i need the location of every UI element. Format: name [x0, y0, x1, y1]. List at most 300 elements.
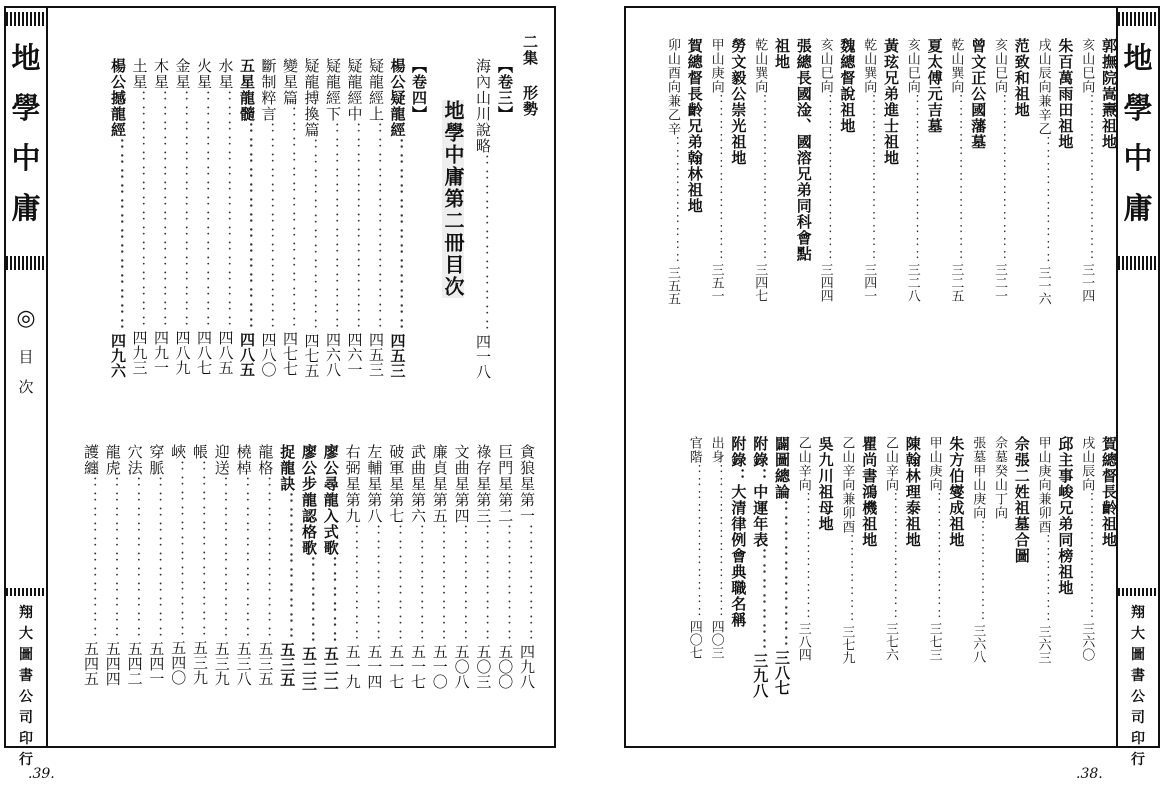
leader-dots: ：：：：：：：： — [452, 524, 471, 644]
book-title-char-4: 庸 — [1123, 191, 1153, 225]
publisher-char: 公 — [19, 689, 33, 705]
leader-dots: ：：：：：：：：：：： — [103, 476, 122, 641]
toc-entry-title: 右弼星第九 — [343, 444, 362, 524]
toc-entry-title: 乾山巽向 — [948, 38, 964, 94]
toc-page-number: 三四四 — [817, 263, 833, 302]
barcode-decoration — [6, 12, 46, 26]
leader-dots: ：：：：：：：： — [387, 524, 406, 644]
toc-entry — [904, 436, 921, 738]
toc-entry-title: 穿脈 — [147, 444, 166, 476]
toc-entry — [947, 38, 964, 388]
leader-dots: ：：：：：：：：：：：：：：：： — [195, 90, 213, 330]
toc-entry — [300, 444, 317, 738]
leader-dots: ：：：：：：：：：：： — [147, 476, 166, 641]
leader-dots: ：：：：：：：：：：： — [256, 476, 275, 641]
toc-entry — [817, 38, 834, 388]
toc-entry-title: 勞文毅公崇光祖地 — [729, 38, 748, 166]
toc-entry — [882, 38, 899, 388]
toc-entry-title: 廖公尋龍入式歌 — [321, 444, 340, 556]
toc-entry-title: 疑龍經中 — [345, 58, 364, 122]
leader-dots: ：：：：：：：： — [430, 524, 449, 644]
book-title-char-4: 庸 — [11, 191, 41, 225]
toc-page-number: 五一七 — [387, 644, 406, 689]
toc-page-number: 四八五 — [238, 332, 256, 377]
toc-entry — [860, 38, 877, 388]
barcode-decoration — [1118, 588, 1158, 596]
toc-entry — [147, 444, 164, 738]
toc-entry — [169, 444, 186, 738]
barcode-decoration — [6, 588, 46, 596]
leader-dots: ：：：：：：：：：：：：： — [817, 94, 833, 263]
toc-page-number: 四〇三 — [708, 620, 724, 659]
leader-dots: ：：：：：：：：：：：：：：：： — [216, 90, 235, 330]
leader-dots: ：：：：：：：：：：：： — [708, 464, 724, 620]
toc-entry-title: 亥山巳向 — [904, 38, 920, 94]
leader-dots: ：：：：：：： — [839, 534, 855, 625]
toc-entry-title: 五星龍髓 — [238, 58, 256, 122]
publisher-char: 公 — [1131, 689, 1145, 705]
toc-entry-title: 破軍星第七 — [387, 444, 406, 524]
toc-page-number: 四九六 — [109, 333, 127, 378]
leader-dots: ：：：：：： — [321, 556, 340, 646]
toc-entry-title: 疑龍搏換篇 — [302, 58, 321, 138]
barcode-decoration — [1118, 12, 1158, 26]
toc-entry — [235, 444, 252, 738]
toc-page-number: 五四五 — [82, 641, 100, 686]
toc-entry-title: 金星 — [173, 58, 192, 90]
toc-page-number: 三七三 — [926, 622, 942, 661]
toc-entry — [1100, 436, 1117, 738]
toc-entry-title: 穴法 — [125, 444, 144, 476]
toc-entry-title: 陳翰林理泰祖地 — [903, 436, 922, 548]
toc-entry — [926, 38, 943, 388]
leader-dots: ：：：：：：：： — [409, 524, 427, 644]
toc-entry-title: 木星 — [152, 58, 170, 90]
leader-dots: ：：：：：：：：：： — [795, 492, 811, 622]
leader-dots: ：：：：：：：：：： — [665, 136, 680, 266]
toc-entry-title: 橈棹 — [234, 444, 253, 476]
toc-entry — [708, 38, 725, 388]
toc-entry — [882, 436, 899, 738]
toc-entry — [260, 58, 277, 377]
toc-page-number: 五三五 — [256, 641, 275, 686]
right-page — [624, 6, 1160, 768]
toc-entry-title: 卯山酉向兼乙辛 — [665, 38, 680, 136]
toc-entry — [256, 444, 273, 738]
toc-page-number: 三六〇 — [1079, 622, 1095, 661]
leader-dots: ：：：：：：：：：：： — [125, 476, 144, 641]
toc-entry — [751, 436, 768, 738]
toc-entry — [474, 444, 491, 738]
leader-dots: ：：：：：：：： — [970, 520, 986, 624]
barcode-decoration — [1118, 256, 1158, 270]
toc-entry — [1078, 436, 1095, 738]
leader-dots: ：：：：：：：：：：：：： — [861, 94, 877, 263]
publisher-char: 圖 — [1131, 647, 1145, 663]
toc-entry-title: 水星 — [216, 58, 235, 90]
toc-page-number: 三六八 — [970, 624, 986, 663]
toc-entry — [773, 38, 790, 388]
toc-entry — [303, 58, 320, 378]
toc-entry-title: 【卷三】 — [496, 58, 514, 122]
toc-entry-title: 出身 — [708, 436, 724, 464]
toc-entry-title: 乾山巽向 — [861, 38, 877, 94]
toc-entry — [969, 436, 986, 738]
toc-entry — [195, 58, 212, 375]
leader-dots: ：：：：：：：：：：： — [212, 476, 231, 641]
toc-entry — [817, 436, 834, 738]
toc-entry — [238, 58, 255, 377]
leader-dots: ：：：：：：：：：：：：： — [302, 138, 321, 333]
toc-entry-title: 夏太傅元吉墓 — [925, 38, 944, 134]
toc-entry — [496, 444, 513, 738]
leader-dots: ：：：：：：：：：：：：： — [388, 138, 407, 333]
toc-entry — [474, 58, 491, 379]
toc-page-number: 五四四 — [103, 641, 122, 686]
toc-entry — [213, 444, 230, 738]
leader-dots: ：：：：：：：： — [474, 524, 493, 644]
side-label-char-2: 次 — [18, 378, 34, 396]
leader-dots: ：：：：：：：：：：：：： — [1079, 94, 1095, 263]
leader-dots: ：：：：：：：： — [343, 524, 362, 644]
toc-entry-title: 賀總督長齡兄弟翰林祖地 — [685, 38, 704, 214]
toc-entry — [1100, 38, 1117, 388]
toc-entry — [838, 436, 855, 738]
toc-entry-title: 【卷四】 — [410, 58, 428, 122]
toc-entry — [126, 444, 143, 738]
toc-entry-title: 郭撫院嵩燾祖地 — [1100, 38, 1118, 150]
publisher-char: 翔 — [1131, 605, 1145, 621]
toc-page-number: 三六三 — [1035, 625, 1051, 664]
toc-page-number: 三八四 — [795, 622, 811, 661]
toc-entry — [281, 58, 298, 376]
toc-entry-title: 土星 — [130, 58, 149, 90]
toc-page-number: 三八七 — [773, 650, 791, 695]
toc-page-number: 四八五 — [216, 330, 235, 375]
toc-page-number: 五三九 — [212, 641, 231, 686]
toc-entry-title: 黃玹兄弟進士祖地 — [882, 38, 900, 166]
leader-dots: ：：：：：：：： — [518, 524, 536, 644]
publisher-char: 行 — [1131, 752, 1145, 768]
left-side-strip — [6, 8, 48, 768]
toc-entry — [322, 444, 339, 738]
publisher-char: 印 — [1131, 731, 1145, 747]
toc-page-number: 五一七 — [409, 644, 427, 689]
publisher-char: 司 — [1131, 710, 1145, 726]
toc-entry-title: 龍虎 — [103, 444, 122, 476]
toc-page-number: 三七六 — [883, 622, 898, 661]
leader-dots: ：：：：：：：：：：：：：： — [324, 122, 342, 332]
toc-entry — [904, 38, 921, 388]
leader-dots: ：：：：：：：：：： — [883, 492, 898, 622]
toc-page-number: 五三八 — [234, 641, 253, 686]
toc-entry — [729, 38, 746, 388]
toc-page-number: 四一八 — [474, 334, 492, 379]
toc-entry-title: 朱方伯燮成祖地 — [947, 436, 966, 548]
toc-entry — [344, 444, 361, 738]
publisher-char: 大 — [1131, 626, 1145, 642]
toc-entry — [278, 444, 295, 738]
toc-entry — [174, 58, 191, 375]
leader-dots: ：：：：：：：：：：：： — [169, 460, 188, 640]
publisher-char: 大 — [19, 626, 33, 642]
leader-dots: ：：：：：：：：：：： — [234, 476, 253, 641]
toc-page-number: 三二八 — [904, 263, 920, 302]
toc-entry-title: 斷制粹言 — [259, 58, 278, 122]
left-page — [4, 6, 556, 768]
leader-dots: ：：：：：：：：：：：：： — [109, 138, 127, 333]
publisher-char: 書 — [1131, 668, 1145, 684]
leader-dots: ：：：：：：：：：：：：：： — [259, 122, 278, 332]
toc-page-number: 五一〇 — [430, 644, 449, 689]
toc-entry-title: 龍格 — [256, 444, 275, 476]
leader-dots: ：：：：：：：：：： — [926, 492, 942, 622]
toc-entry-title: 賀總督長齡祖地 — [1100, 436, 1118, 548]
book-title-char-3: 中 — [1123, 141, 1153, 175]
toc-page-number: 四五三 — [367, 332, 385, 377]
toc-entry — [1056, 436, 1073, 738]
toc-entry-title: 疑龍經上 — [367, 58, 385, 122]
toc-entry — [926, 436, 943, 738]
toc-entry — [991, 38, 1008, 388]
leader-dots: ：：：：：：：：：：：：： — [904, 94, 920, 263]
toc-entry — [729, 436, 746, 738]
toc-page-number: 四七七 — [281, 331, 299, 376]
toc-entry — [773, 436, 790, 738]
toc-page-number: 五二三 — [300, 646, 318, 691]
toc-entry-title: 吳九川祖母地 — [816, 436, 835, 532]
leader-dots: ：：：：：：：：：：：：：：：： — [152, 90, 170, 330]
toc-entry — [708, 436, 725, 738]
toc-entry — [795, 38, 812, 388]
toc-entry-title: 帳 — [191, 444, 209, 460]
leader-dots: ：：：：：：：：：：：：： — [948, 94, 964, 263]
toc-entry-title: 武曲星第六 — [409, 444, 427, 524]
publisher-char: 行 — [19, 752, 33, 768]
toc-entry — [1035, 38, 1052, 388]
toc-entry-title: 附錄：大清律例會典職名稱 — [729, 436, 748, 628]
leader-dots: ：：：：：：：：：：：： — [686, 464, 702, 620]
book-title-char-1: 地 — [11, 41, 41, 75]
leader-dots: ：：：：：：：：：：：： — [191, 460, 209, 640]
toc-entry-title: 附錄：中運年表 — [751, 436, 770, 548]
toc-page-number: 四八七 — [195, 330, 213, 375]
toc-entry-title: 海內山川說略 — [474, 58, 492, 154]
toc-entry — [367, 58, 384, 377]
toc-entry-title: 廉貞星第五 — [430, 444, 449, 524]
toc-entry-title: 乾山巽向 — [752, 38, 768, 94]
toc-page-number: 三五一 — [708, 263, 724, 302]
toc-page-number: 三五五 — [665, 266, 680, 305]
leader-dots: ：：：：：：：：：： — [1079, 492, 1095, 622]
toc-page-number: 五〇三 — [474, 644, 493, 689]
toc-entry — [1013, 436, 1030, 738]
toc-entry-title: 護纏 — [82, 444, 100, 476]
leader-dots: ：：：：：：：： — [496, 524, 515, 644]
toc-entry-title: 貪狼星第一 — [518, 444, 536, 524]
toc-entry — [686, 38, 703, 388]
toc-entry-title: 峽 — [169, 444, 188, 460]
toc-entry — [346, 58, 363, 377]
toc-page-number: 五一四 — [365, 644, 384, 689]
toc-entry — [860, 436, 877, 738]
toc-entry-title: 乙山辛向兼卯酉 — [839, 436, 855, 534]
publisher-char: 翔 — [19, 605, 33, 621]
toc-entry — [838, 38, 855, 388]
toc-page-number: 三一六 — [1035, 266, 1051, 305]
leader-dots: ：：：：：：： — [751, 548, 770, 653]
publisher-char: 印 — [19, 731, 33, 747]
leader-dots: ：：：：：：：：：： — [1035, 136, 1051, 266]
toc-entry — [1078, 38, 1095, 388]
toc-page-number: 三二五 — [948, 263, 964, 302]
toc-entry — [409, 444, 426, 738]
section-label: 二集 形勢 — [521, 34, 539, 117]
toc-page-number: 四八九 — [173, 330, 192, 375]
toc-entry-title: 范致和祖地 — [1012, 38, 1031, 118]
right-side-strip — [1116, 8, 1158, 768]
toc-page-number: 四六一 — [345, 332, 364, 377]
toc-entry — [365, 444, 382, 738]
toc-entry — [152, 58, 169, 375]
toc-entry — [82, 444, 99, 738]
toc-entry — [795, 436, 812, 738]
toc-entry-title: 佘張二姓祖墓合圖 — [1012, 436, 1031, 564]
leader-dots: ：：：：：：：：：：： — [82, 476, 100, 641]
toc-entry-title: 乙山辛向 — [883, 436, 898, 492]
toc-entry-title: 甲山庚向兼卯酉 — [1035, 436, 1051, 534]
leader-dots: ：：：：：：： — [1035, 534, 1051, 625]
toc-entry-title: 巨門星第二 — [496, 444, 515, 524]
page-number-left: .39. — [28, 766, 55, 782]
leader-dots: ：：：：：：：：：：：：：： — [345, 122, 364, 332]
toc-entry — [1056, 38, 1073, 388]
toc-section — [410, 58, 427, 122]
toc-entry-title: 疑龍經下 — [324, 58, 342, 122]
toc-entry-title: 左輔星第八 — [365, 444, 384, 524]
toc-entry — [1013, 38, 1030, 388]
toc-entry — [969, 38, 986, 388]
toc-page-number: 四九三 — [130, 330, 149, 375]
publisher-char: 書 — [19, 668, 33, 684]
toc-entry-title: 甲山庚向 — [926, 436, 942, 492]
toc-entry — [109, 58, 126, 378]
book-title-char-1: 地 — [1123, 41, 1153, 75]
leader-dots: ：：：：：：：：：：：：： — [708, 94, 724, 263]
toc-page-number: 五四二 — [125, 641, 144, 686]
toc-entry-title: 亥山巳向 — [817, 38, 833, 94]
page-number-right: .38. — [1076, 766, 1103, 782]
leader-dots: ：：：：：：：：：：：：：：：： — [130, 90, 149, 330]
toc-entry — [431, 444, 448, 738]
leader-dots: ：：：：：：：：：：：：：：：： — [173, 90, 192, 330]
volume-contents-banner: 地學中庸第二冊目次 — [441, 100, 465, 298]
toc-page-number: 五四〇 — [169, 640, 188, 685]
toc-entry — [389, 58, 406, 378]
toc-entry — [1035, 436, 1052, 738]
toc-page-number: 五一九 — [343, 644, 362, 689]
book-title-char-3: 中 — [11, 141, 41, 175]
toc-entry-title: 曾文正公國藩墓 — [969, 38, 988, 150]
toc-section — [496, 58, 513, 122]
toc-entry — [217, 58, 234, 375]
toc-entry — [751, 38, 768, 388]
toc-entry — [686, 436, 703, 738]
toc-page-number: 三九八 — [751, 653, 770, 698]
toc-entry-title: 闢圖總論 — [773, 436, 791, 500]
toc-entry-title: 朱百萬雨田祖地 — [1056, 38, 1075, 150]
toc-entry — [664, 38, 681, 388]
toc-page-number: 三四七 — [752, 263, 768, 302]
toc-page-number: 五〇八 — [452, 644, 471, 689]
publisher-char: 圖 — [19, 647, 33, 663]
toc-entry — [947, 436, 964, 738]
leader-dots: ：：：：：：：：：：：：：： — [238, 122, 256, 332]
toc-page-number: 四七五 — [302, 333, 321, 378]
barcode-decoration — [6, 256, 46, 270]
toc-page-number: 四九一 — [152, 330, 170, 375]
circle-mark: ◎ — [16, 306, 36, 331]
toc-page-number: 四六八 — [324, 332, 342, 377]
toc-entry — [131, 58, 148, 375]
toc-page-number: 五三五 — [278, 642, 297, 687]
toc-page-number: 四五三 — [388, 333, 407, 378]
toc-page-number: 四〇七 — [686, 620, 702, 659]
leader-dots: ：：：：：：：：：： — [278, 492, 297, 642]
toc-page-number: 四九八 — [518, 644, 536, 689]
toc-page-number: 五二二 — [321, 646, 340, 691]
leader-dots: ：：：：：：：：：：：：： — [992, 94, 1007, 263]
toc-page-number: 三四一 — [861, 263, 877, 302]
side-label-char-1: 目 — [18, 348, 34, 366]
leader-dots: ：：：：：：：：：：：：： — [752, 94, 768, 263]
toc-entry — [387, 444, 404, 738]
toc-entry-title: 迎送 — [212, 444, 231, 476]
toc-page-number: 四八〇 — [259, 332, 278, 377]
toc-entry — [518, 444, 535, 738]
leader-dots: ：：：：：： — [300, 556, 318, 646]
toc-page-number: 五四一 — [147, 641, 166, 686]
book-title-char-2: 學 — [1123, 91, 1153, 125]
toc-entry-title: 楊公撼龍經 — [109, 58, 127, 138]
toc-entry-title: 戌山辰向兼辛乙 — [1035, 38, 1051, 136]
toc-entry-title: 佘墓癸山丁向 — [992, 436, 1007, 520]
toc-entry — [191, 444, 208, 738]
toc-entry — [453, 444, 470, 738]
toc-entry — [104, 444, 121, 738]
leader-dots: ：：：：：：：：：： — [773, 500, 791, 650]
toc-entry-title: 甲山庚向 — [708, 38, 724, 94]
toc-entry-title: 廖公步龍認格歌 — [300, 444, 318, 556]
toc-page-number: 五〇〇 — [496, 644, 515, 689]
leader-dots: ：：：：：：：：：：：： — [474, 154, 492, 334]
toc-entry-title: 祖地 — [773, 38, 791, 70]
book-title-char-2: 學 — [11, 91, 41, 125]
toc-page-number: 三二一 — [992, 263, 1007, 302]
toc-entry-title: 邱主事峻兄弟同榜祖地 — [1056, 436, 1075, 596]
toc-entry-title: 官階 — [686, 436, 702, 464]
toc-entry-title: 文曲星第四 — [452, 444, 471, 524]
toc-entry-title: 變星篇 — [281, 58, 299, 106]
toc-entry-title: 戌山辰向 — [1079, 436, 1095, 492]
toc-entry-title: 亥山巳向 — [1079, 38, 1095, 94]
toc-entry-title: 祿存星第三 — [474, 444, 493, 524]
toc-entry-title: 瞿尚書鴻機祖地 — [860, 436, 879, 548]
toc-entry — [991, 436, 1008, 738]
toc-entry-title: 捉龍訣 — [278, 444, 297, 492]
toc-entry — [324, 58, 341, 377]
toc-entry-title: 亥山巳向 — [992, 38, 1007, 94]
